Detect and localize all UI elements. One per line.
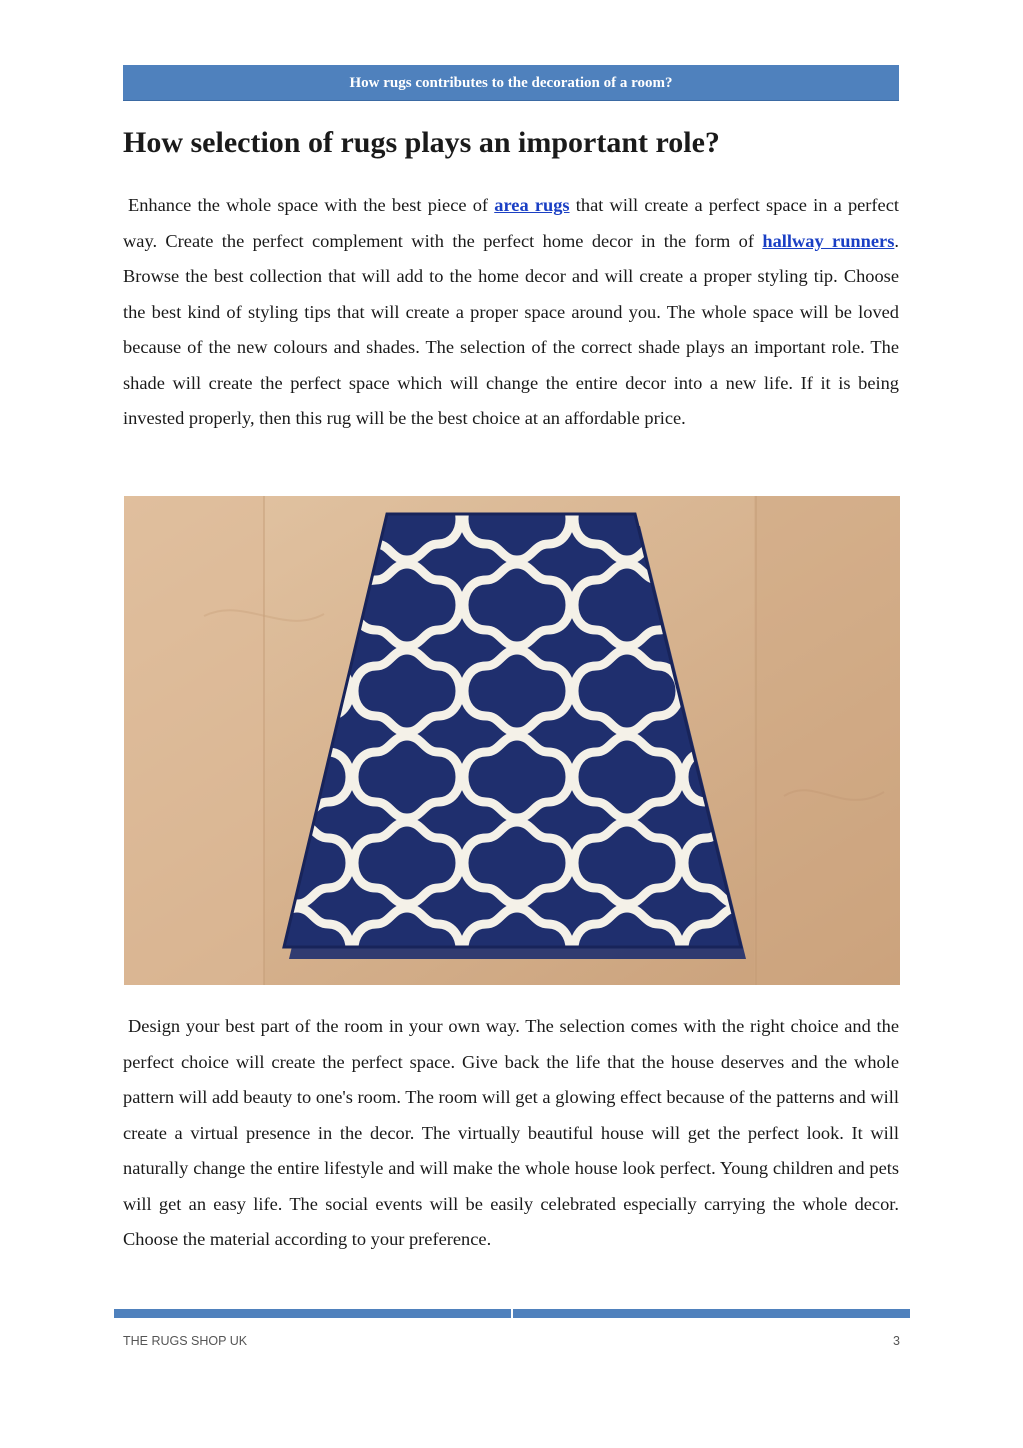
footer-divider (114, 1309, 910, 1318)
paragraph-text: that will create a perfect space in a perfect way. Create the perfect complement with the perfect home decor in the form of (123, 195, 899, 251)
footer-company: THE RUGS SHOP UK (123, 1334, 248, 1348)
area-rugs-link[interactable]: area rugs (494, 195, 570, 215)
paragraph-design: Design your best part of the room in your own way. The selection comes with the right choice and the perfect choice will create the perfect space. Give back the life that the house deserves and the whole pattern will add beauty to one's room. The room will get a glowing effect because of the patterns and will create a virtual presence in the decor. The virtually beautiful house will get the perfect look. It will naturally change the entire lifestyle and will make the whole house look perfect. Young children and pets will get an easy life. The social events will be easily celebrated especially carrying the whole decor. Choose the material according to your preference. (123, 1016, 899, 1249)
paragraph-text: Enhance the whole space with the best piece of (128, 195, 495, 215)
page-number: 3 (893, 1334, 900, 1348)
paragraph-text: . Browse the best collection that will add to the home decor and will create a proper styling tip. Choose the best kind of styling tips that will create a proper space around you. The whole space will be loved because of the new colours and shades. The selection of the correct shade plays an important role. The shade will create the perfect space which will change the entire decor into a new life. If it is being invested properly, then this rug will be the best choice at an affordable price. (123, 230, 899, 428)
rug-photo (124, 496, 900, 985)
page-title: How selection of rugs plays an important role? (123, 126, 720, 159)
paragraph-intro (123, 188, 899, 437)
hallway-runners-link[interactable]: hallway runners (762, 230, 895, 251)
running-header: How rugs contributes to the decoration of a room? (123, 65, 899, 101)
